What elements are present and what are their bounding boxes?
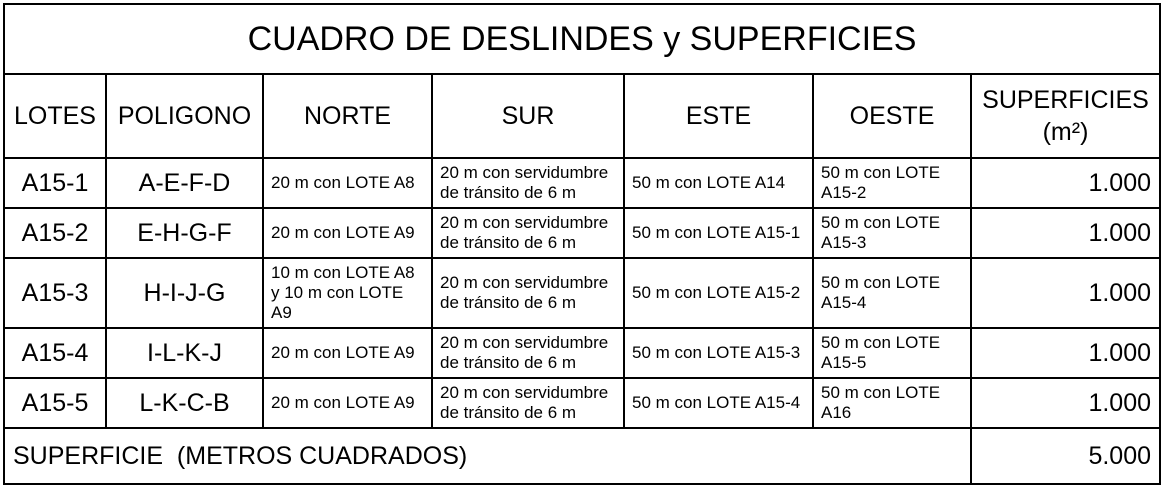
total-label: SUPERFICIE (METROS CUADRADOS)	[4, 428, 971, 484]
header-superficies-line2: (m²)	[1042, 118, 1089, 146]
header-norte: NORTE	[263, 74, 432, 158]
cell-oeste: 50 m con LOTE A15-5	[813, 328, 971, 378]
table-row	[4, 258, 1160, 328]
header-superficies	[971, 74, 1160, 158]
cell-este: 50 m con LOTE A15-2	[624, 258, 813, 328]
cell-norte: 20 m con LOTE A9	[263, 328, 432, 378]
cell-norte: 20 m con LOTE A9	[263, 378, 432, 428]
cell-norte: 20 m con LOTE A9	[263, 208, 432, 258]
cell-sur: 20 m con servidumbre de tránsito de 6 m	[432, 378, 624, 428]
header-lotes: LOTES	[4, 74, 106, 158]
cell-superficie: 1.000	[971, 328, 1160, 378]
cell-oeste: 50 m con LOTE A15-4	[813, 258, 971, 328]
cell-oeste: 50 m con LOTE A15-3	[813, 208, 971, 258]
cell-sur: 20 m con servidumbre de tránsito de 6 m	[432, 328, 624, 378]
table-row	[4, 328, 1160, 378]
cell-poligono: I-L-K-J	[106, 328, 263, 378]
cell-superficie: 1.000	[971, 378, 1160, 428]
cell-sur: 20 m con servidumbre de tránsito de 6 m	[432, 258, 624, 328]
cell-lote: A15-4	[4, 328, 106, 378]
cell-este: 50 m con LOTE A15-1	[624, 208, 813, 258]
header-este: ESTE	[624, 74, 813, 158]
header-poligono: POLIGONO	[106, 74, 263, 158]
cell-lote: A15-1	[4, 158, 106, 208]
cell-sur: 20 m con servidumbre de tránsito de 6 m	[432, 158, 624, 208]
table-row	[4, 158, 1160, 208]
cell-norte: 10 m con LOTE A8 y 10 m con LOTE A9	[263, 258, 432, 328]
cell-lote: A15-3	[4, 258, 106, 328]
cell-superficie: 1.000	[971, 258, 1160, 328]
cell-norte: 20 m con LOTE A8	[263, 158, 432, 208]
cell-superficie: 1.000	[971, 208, 1160, 258]
total-value: 5.000	[971, 428, 1160, 484]
cell-superficie: 1.000	[971, 158, 1160, 208]
cell-lote: A15-2	[4, 208, 106, 258]
cell-lote: A15-5	[4, 378, 106, 428]
deslindes-table	[3, 3, 1161, 485]
header-sur: SUR	[432, 74, 624, 158]
cell-oeste: 50 m con LOTE A16	[813, 378, 971, 428]
cell-este: 50 m con LOTE A14	[624, 158, 813, 208]
cell-oeste: 50 m con LOTE A15-2	[813, 158, 971, 208]
header-superficies-line1: SUPERFICIES	[982, 86, 1149, 114]
table-title: CUADRO DE DESLINDES y SUPERFICIES	[4, 4, 1160, 74]
cell-este: 50 m con LOTE A15-4	[624, 378, 813, 428]
title-row	[4, 4, 1160, 74]
table-row	[4, 378, 1160, 428]
cell-sur: 20 m con servidumbre de tránsito de 6 m	[432, 208, 624, 258]
total-row	[4, 428, 1160, 484]
table-row	[4, 208, 1160, 258]
cell-poligono: E-H-G-F	[106, 208, 263, 258]
cell-poligono: L-K-C-B	[106, 378, 263, 428]
header-row	[4, 74, 1160, 158]
cell-este: 50 m con LOTE A15-3	[624, 328, 813, 378]
cell-poligono: H-I-J-G	[106, 258, 263, 328]
header-oeste: OESTE	[813, 74, 971, 158]
cell-poligono: A-E-F-D	[106, 158, 263, 208]
